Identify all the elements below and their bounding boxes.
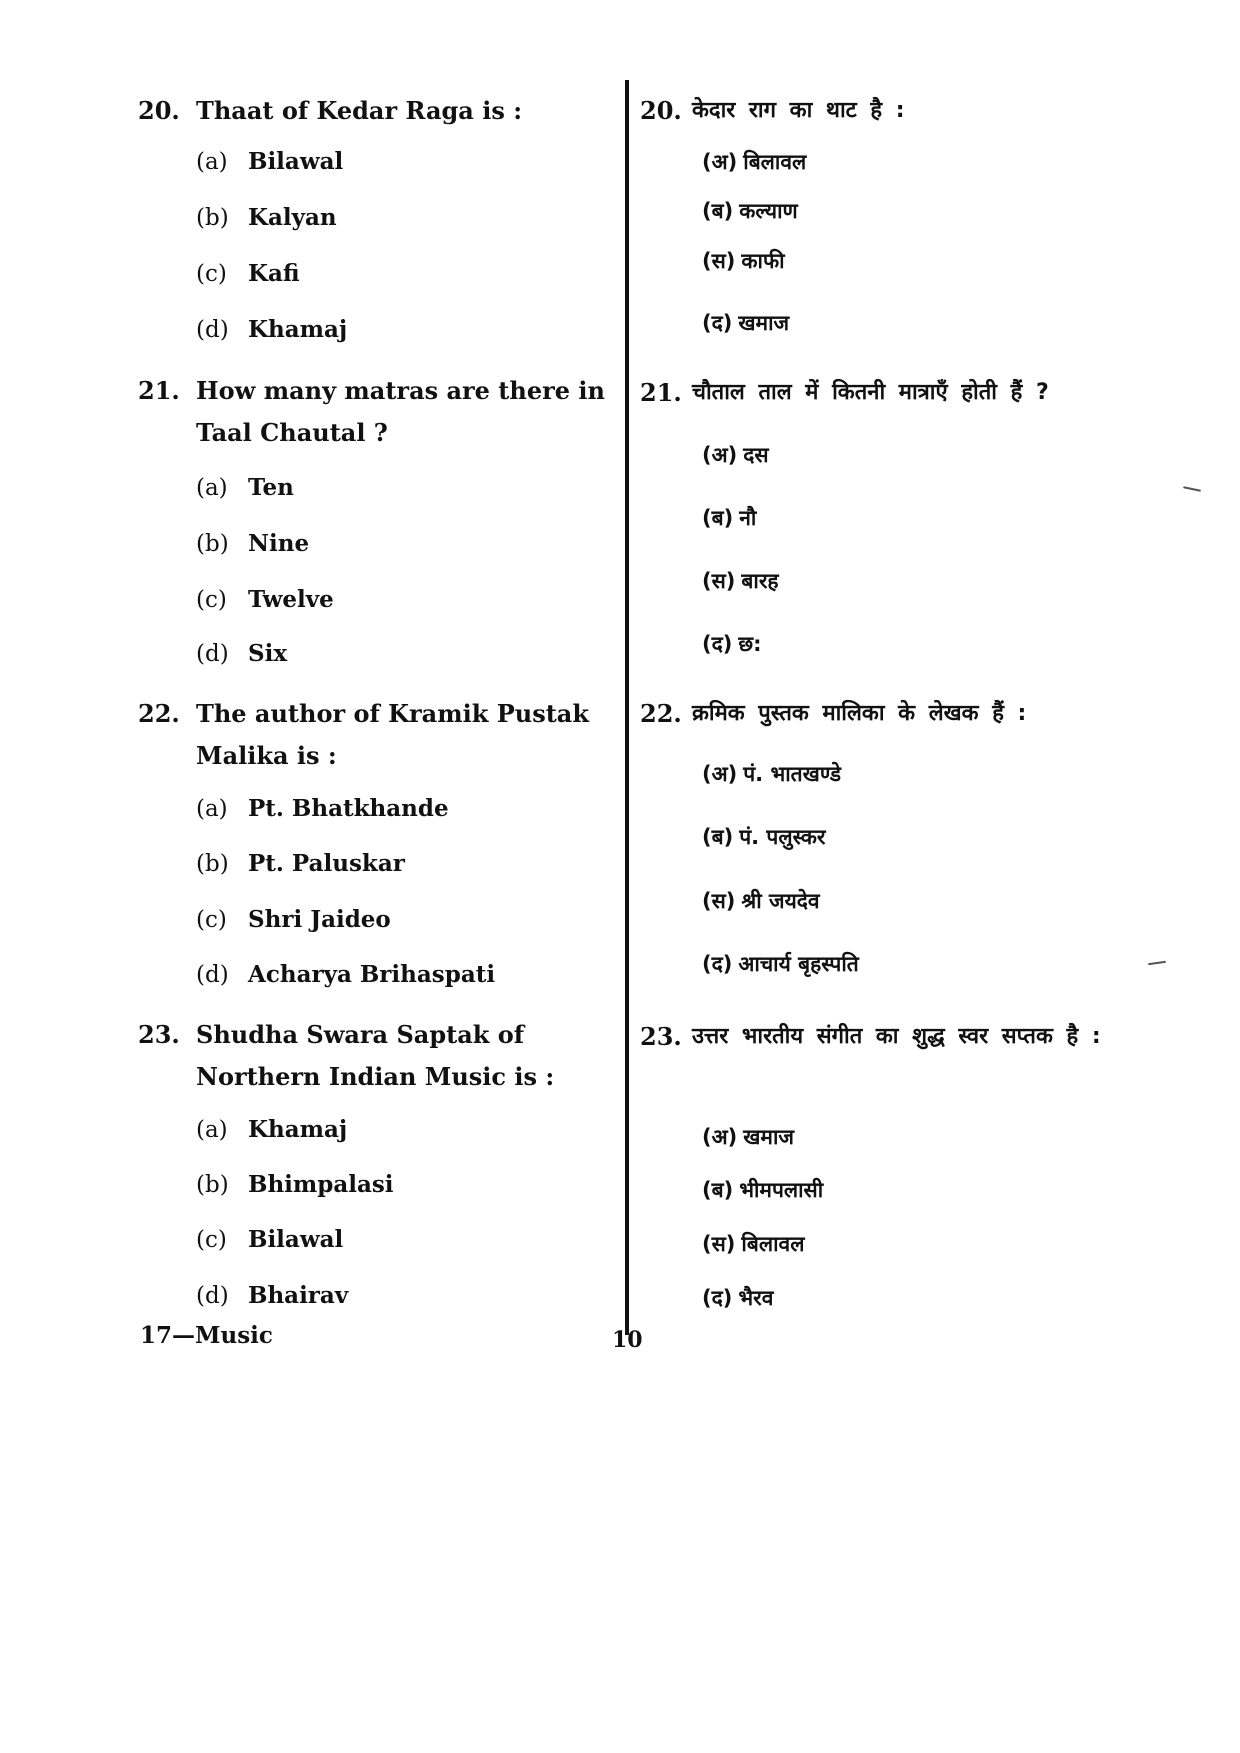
option-label: (ब) <box>702 199 734 223</box>
option-text: बिलावल <box>743 150 807 174</box>
page-number: 10 <box>612 1327 643 1353</box>
option-label: (ब) <box>702 1178 734 1202</box>
option-label: (अ) <box>702 443 738 467</box>
question-number: 20. <box>138 96 180 125</box>
option-text: Pt. Bhatkhande <box>248 795 449 822</box>
option-label: (स) <box>702 1232 736 1256</box>
option-text: Acharya Brihaspati <box>248 961 496 988</box>
question-number: 22. <box>138 699 180 728</box>
question-text: The author of Kramik Pustak Malika is : <box>196 699 589 770</box>
option-text: Nine <box>248 530 310 557</box>
option-text: आचार्य बृहस्पति <box>738 952 859 976</box>
question-text: How many matras are there in Taal Chautal ? <box>196 376 605 447</box>
question-22-en <box>138 693 618 988</box>
option-text: Kalyan <box>248 204 337 231</box>
question-20-en <box>138 90 618 343</box>
option-text: भैरव <box>738 1286 774 1310</box>
option-text: Khamaj <box>248 1116 348 1143</box>
option-text: दस <box>743 443 769 467</box>
question-22-hi <box>640 693 1120 976</box>
option-text: Pt. Paluskar <box>248 850 405 877</box>
option-text: कल्याण <box>739 199 798 223</box>
option-label: (द) <box>702 952 733 976</box>
option-text: Ten <box>248 474 294 501</box>
option-label: (स) <box>702 889 736 913</box>
option-label: (द) <box>702 632 733 656</box>
question-20-hi <box>640 90 1120 335</box>
question-21-en <box>138 370 618 667</box>
paper-code: 17—Music <box>140 1322 273 1349</box>
option-label: (ब) <box>702 825 734 849</box>
scan-mark <box>1183 486 1201 492</box>
option-text: Twelve <box>248 586 334 613</box>
option-label: (द) <box>702 1286 733 1310</box>
question-21-hi <box>640 372 1120 656</box>
option-label: (c) <box>196 907 227 933</box>
option-label: (b) <box>196 531 229 557</box>
option-label: (b) <box>196 851 229 877</box>
option-label: (अ) <box>702 762 738 786</box>
option-label: (d) <box>196 317 229 343</box>
option-text: Shri Jaideo <box>248 906 391 933</box>
question-23-hi <box>640 1016 1120 1310</box>
option-text: बारह <box>741 569 779 593</box>
option-label: (b) <box>196 1172 229 1198</box>
option-text: Kafi <box>248 260 300 287</box>
option-text: नौ <box>739 506 757 530</box>
option-text: पं. भातखण्डे <box>743 762 842 786</box>
scan-mark <box>1148 961 1166 965</box>
option-text: Six <box>248 640 288 667</box>
option-label: (a) <box>196 1117 228 1143</box>
option-label: (d) <box>196 1283 229 1309</box>
option-label: (d) <box>196 641 229 667</box>
question-text: क्रमिक पुस्तक मालिका के लेखक हैं : <box>692 701 1027 726</box>
question-text: Shudha Swara Saptak of Northern Indian Music is : <box>196 1020 555 1091</box>
option-label: (द) <box>702 311 733 335</box>
option-label: (ब) <box>702 506 734 530</box>
option-text: भीमपलासी <box>739 1178 824 1202</box>
option-label: (a) <box>196 149 228 175</box>
option-text: Bhairav <box>248 1282 349 1309</box>
question-23-en <box>138 1014 618 1309</box>
option-text: श्री जयदेव <box>741 889 820 913</box>
option-label: (स) <box>702 569 736 593</box>
option-text: खमाज <box>743 1125 795 1149</box>
question-text: उत्तर भारतीय संगीत का शुद्ध स्वर सप्तक है : <box>692 1024 1101 1049</box>
question-number: 23. <box>640 1022 682 1051</box>
question-number: 23. <box>138 1020 180 1049</box>
option-text: Khamaj <box>248 316 348 343</box>
option-text: छ: <box>738 632 762 656</box>
option-label: (a) <box>196 796 228 822</box>
option-label: (c) <box>196 261 227 287</box>
option-label: (c) <box>196 1227 227 1253</box>
option-label: (स) <box>702 249 736 273</box>
option-label: (b) <box>196 205 229 231</box>
option-label: (अ) <box>702 1125 738 1149</box>
question-text: केदार राग का थाट है : <box>692 98 905 123</box>
option-label: (a) <box>196 475 228 501</box>
column-divider <box>625 80 629 1335</box>
question-text: चौताल ताल में कितनी मात्राएँ होती हैं ? <box>692 380 1049 405</box>
option-text: पं. पलुस्कर <box>739 825 826 849</box>
question-number: 20. <box>640 96 682 125</box>
question-number: 21. <box>640 378 682 407</box>
option-label: (d) <box>196 962 229 988</box>
option-text: काफी <box>741 249 785 273</box>
option-text: Bilawal <box>248 148 344 175</box>
option-text: Bhimpalasi <box>248 1171 394 1198</box>
question-number: 22. <box>640 699 682 728</box>
option-label: (c) <box>196 587 227 613</box>
option-text: खमाज <box>738 311 790 335</box>
option-text: Bilawal <box>248 1226 344 1253</box>
option-label: (अ) <box>702 150 738 174</box>
question-text: Thaat of Kedar Raga is : <box>196 96 523 125</box>
question-number: 21. <box>138 376 180 405</box>
option-text: बिलावल <box>741 1232 805 1256</box>
